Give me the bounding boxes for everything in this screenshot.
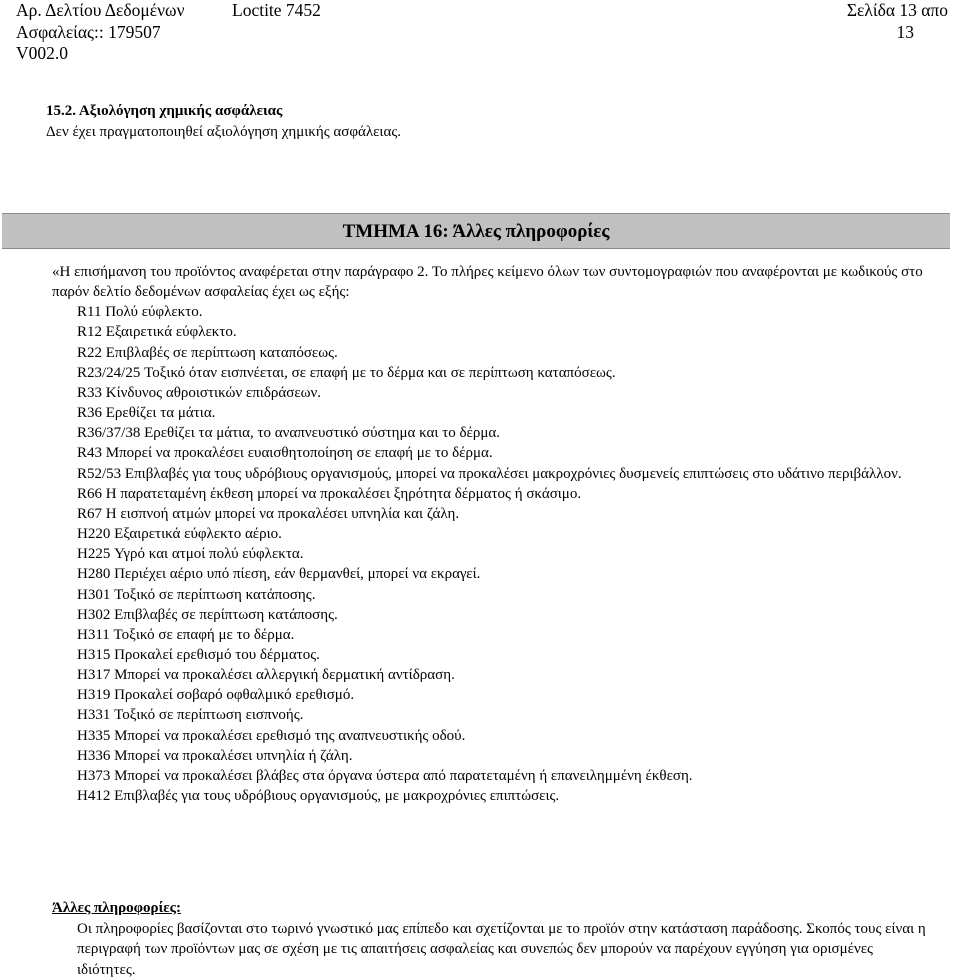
section-16-intro: «Η επισήμανση του προϊόντος αναφέρεται στην παράγραφο 2. Το πλήρες κείμενο όλων των συντομογραφιών που αναφέρονται με κωδικούς στο παρόν δελτίο δεδομένων ασφαλείας έχει ως εξής: — [52, 262, 932, 302]
phrase-item: R36/37/38 Ερεθίζει τα μάτια, το αναπνευστικό σύστημα και το δέρμα. — [77, 423, 952, 443]
phrase-item: R52/53 Επιβλαβές για τους υδρόβιους οργανισμούς, μπορεί να προκαλέσει μακροχρόνιες δυσμενείς επιπτώσεις στο υδάτινο περιβάλλον. — [77, 464, 952, 484]
phrase-item: R66 Η παρατεταμένη έκθεση μπορεί να προκαλέσει ξηρότητα δέρματος ή σκάσιμο. — [77, 484, 952, 504]
other-info — [52, 898, 932, 980]
page-label: Σελίδα 13 απο — [847, 0, 948, 22]
phrase-item: H319 Προκαλεί σοβαρό οφθαλμικό ερεθισμό. — [77, 685, 952, 705]
phrase-item: R11 Πολύ εύφλεκτο. — [77, 302, 952, 322]
section-15-2 — [46, 101, 401, 142]
phrase-item: H225 Υγρό και ατμοί πολύ εύφλεκτα. — [77, 544, 952, 564]
phrase-item: H220 Εξαιρετικά εύφλεκτο αέριο. — [77, 524, 952, 544]
version: V002.0 — [16, 43, 68, 65]
phrase-item: R43 Μπορεί να προκαλέσει ευαισθητοποίηση σε επαφή με το δέρμα. — [77, 443, 952, 463]
phrase-item: H317 Μπορεί να προκαλέσει αλλεργική δερματική αντίδραση. — [77, 665, 952, 685]
page-total: 13 — [897, 22, 915, 44]
section-16-heading: ΤΜΗΜΑ 16: Άλλες πληροφορίες — [2, 213, 950, 249]
phrase-item: H280 Περιέχει αέριο υπό πίεση, εάν θερμανθεί, μπορεί να εκραγεί. — [77, 564, 952, 584]
page-header — [16, 0, 948, 65]
section-15-2-title: 15.2. Αξιολόγηση χημικής ασφάλειας — [46, 101, 401, 122]
phrase-item: R36 Ερεθίζει τα μάτια. — [77, 403, 952, 423]
phrase-item: H301 Τοξικό σε περίπτωση κατάποσης. — [77, 585, 952, 605]
phrase-list — [52, 302, 952, 806]
phrase-item: R12 Εξαιρετικά εύφλεκτο. — [77, 322, 952, 342]
section-15-2-text: Δεν έχει πραγματοποιηθεί αξιολόγηση χημικής ασφάλειας. — [46, 122, 401, 143]
section-16-body — [52, 262, 952, 806]
doc-type-line2: Ασφαλείας:: 179507 — [16, 22, 161, 44]
phrase-item: H336 Μπορεί να προκαλέσει υπνηλία ή ζάλη. — [77, 746, 952, 766]
phrase-item: H315 Προκαλεί ερεθισμό του δέρματος. — [77, 645, 952, 665]
phrase-item: H302 Επιβλαβές σε περίπτωση κατάποσης. — [77, 605, 952, 625]
phrase-item: R67 Η εισπνοή ατμών μπορεί να προκαλέσει υπνηλία και ζάλη. — [77, 504, 952, 524]
product-name: Loctite 7452 — [232, 0, 321, 22]
phrase-item: H412 Επιβλαβές για τους υδρόβιους οργανισμούς, με μακροχρόνιες επιπτώσεις. — [77, 786, 952, 806]
phrase-item: H373 Μπορεί να προκαλέσει βλάβες στα όργανα ύστερα από παρατεταμένη ή επανειλημμένη έκθεση. — [77, 766, 952, 786]
other-info-title: Άλλες πληροφορίες: — [52, 898, 932, 919]
phrase-item: R33 Κίνδυνος αθροιστικών επιδράσεων. — [77, 383, 952, 403]
other-info-text: Οι πληροφορίες βασίζονται στο τωρινό γνωστικό μας επίπεδο και σχετίζονται με το προϊόν στην κατάσταση παράδοσης. Σκοπός τους είναι η περιγραφή των προϊόντων μας σε σχέση με τις απαιτήσεις ασφαλείας και συνεπώς δεν μπορούν να παρέχουν εγγύηση για ορισμένες ιδιότητες. — [77, 919, 932, 980]
doc-type-line1: Αρ. Δελτίου Δεδομένων — [16, 0, 184, 22]
phrase-item: H311 Τοξικό σε επαφή με το δέρμα. — [77, 625, 952, 645]
phrase-item: H335 Μπορεί να προκαλέσει ερεθισμό της αναπνευστικής οδού. — [77, 726, 952, 746]
phrase-item: R23/24/25 Τοξικό όταν εισπνέεται, σε επαφή με το δέρμα και σε περίπτωση καταπόσεως. — [77, 363, 952, 383]
phrase-item: H331 Τοξικό σε περίπτωση εισπνοής. — [77, 705, 952, 725]
phrase-item: R22 Επιβλαβές σε περίπτωση καταπόσεως. — [77, 343, 952, 363]
